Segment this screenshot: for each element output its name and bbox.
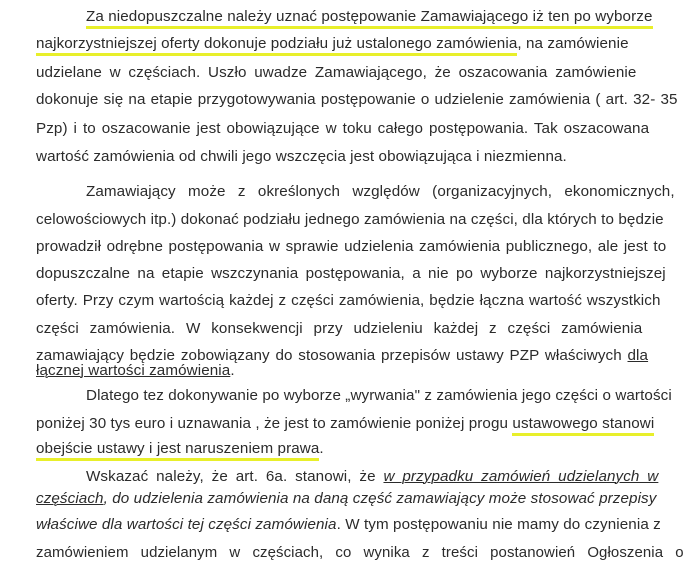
paragraph2-line5: oferty. Przy czym wartością każdej z części zamówienia, będzie łączna wartość wszystkich (36, 292, 661, 309)
paragraph1-line4: dokonuje się na etapie przygotowywania postępowanie o udzielenie zamówienia ( art. 32- 35 (36, 91, 678, 108)
paragraph2-line3: prowadził odrębne postępowania w sprawie udzielenia zamówienia publicznego, ale jest to (36, 238, 667, 255)
paragraph4-line4: zamówieniem udzielanym w częściach, co wynika z treści postanowień Ogłoszenia o (36, 544, 684, 561)
paragraph4-line2 (36, 488, 656, 510)
highlighted-text: obejście ustawy i jest naruszeniem prawa (36, 440, 319, 461)
paragraph1-line1 (86, 6, 653, 28)
paragraph4-line1: Wskazać należy, że art. 6a. stanowi, że w przypadku zamówień udzielanych w (86, 468, 659, 485)
underlined-text: łącznej wartości zamówienia (36, 362, 231, 379)
italic-text: właściwe dla wartości tej części zamówienia (36, 516, 337, 533)
paragraph3-line3: obejście ustawy i jest naruszeniem prawa. (36, 438, 324, 460)
paragraph2-line7: zamawiający będzie zobowiązany do stosowania przepisów ustawy PZP właściwych dla (36, 347, 649, 364)
paragraph3-line1: Dlatego tez dokonywanie po wyborze „wyrwania" z zamówienia jego części o wartości (86, 387, 672, 404)
highlighted-text: Za niedopuszczalne należy uznać postępowanie Zamawiającego iż ten po wyborze (86, 8, 653, 29)
highlighted-text: najkorzystniejszej oferty dokonuje podziału już ustalonego zamówienia (36, 35, 517, 56)
paragraph2-line1: Zamawiający może z określonych względów (organizacyjnych, ekonomicznych, (86, 183, 675, 200)
italic-underlined-text: częściach (36, 490, 104, 507)
paragraph1-line5: Pzp) i to oszacowanie jest obowiązujące w toku całego postępowania. Tak oszacowana (36, 120, 650, 137)
paragraph2-line2: celowościowych itp.) dokonać podziału jednego zamówienia na części, dla których to będzie (36, 211, 664, 228)
paragraph1-line6: wartość zamówienia od chwili jego wszczęcia jest obowiązująca i niezmienna. (36, 148, 567, 165)
paragraph3-line2: poniżej 30 tys euro i uznawania , że jest to zamówienie poniżej progu ustawowego stanowi (36, 413, 654, 435)
italic-underlined-text: w przypadku zamówień udzielanych w (383, 468, 659, 485)
paragraph2-line4: dopuszczalne na etapie wszczynania postępowania, a nie po wyborze najkorzystniejszej (36, 265, 666, 282)
highlighted-text: ustawowego stanowi (512, 415, 654, 436)
paragraph4-line3: właściwe dla wartości tej części zamówienia. W tym postępowaniu nie mamy do czynienia z (36, 516, 661, 533)
underlined-text: dla (627, 347, 649, 364)
paragraph1-line3: udzielane w częściach. Uszło uwadze Zamawiającego, że oszacowania zamówienie (36, 64, 637, 81)
paragraph1-line2: najkorzystniejszej oferty dokonuje podziału już ustalonego zamówienia, na zamówienie (36, 33, 629, 55)
italic-text: , do udzielenia zamówienia na daną część zamawiający może stosować przepisy (103, 490, 657, 507)
paragraph2-line6: części zamówienia. W konsekwencji przy udzieleniu każdej z części zamówienia (36, 320, 643, 337)
paragraph2-line8: łącznej wartości zamówienia. (36, 362, 235, 379)
